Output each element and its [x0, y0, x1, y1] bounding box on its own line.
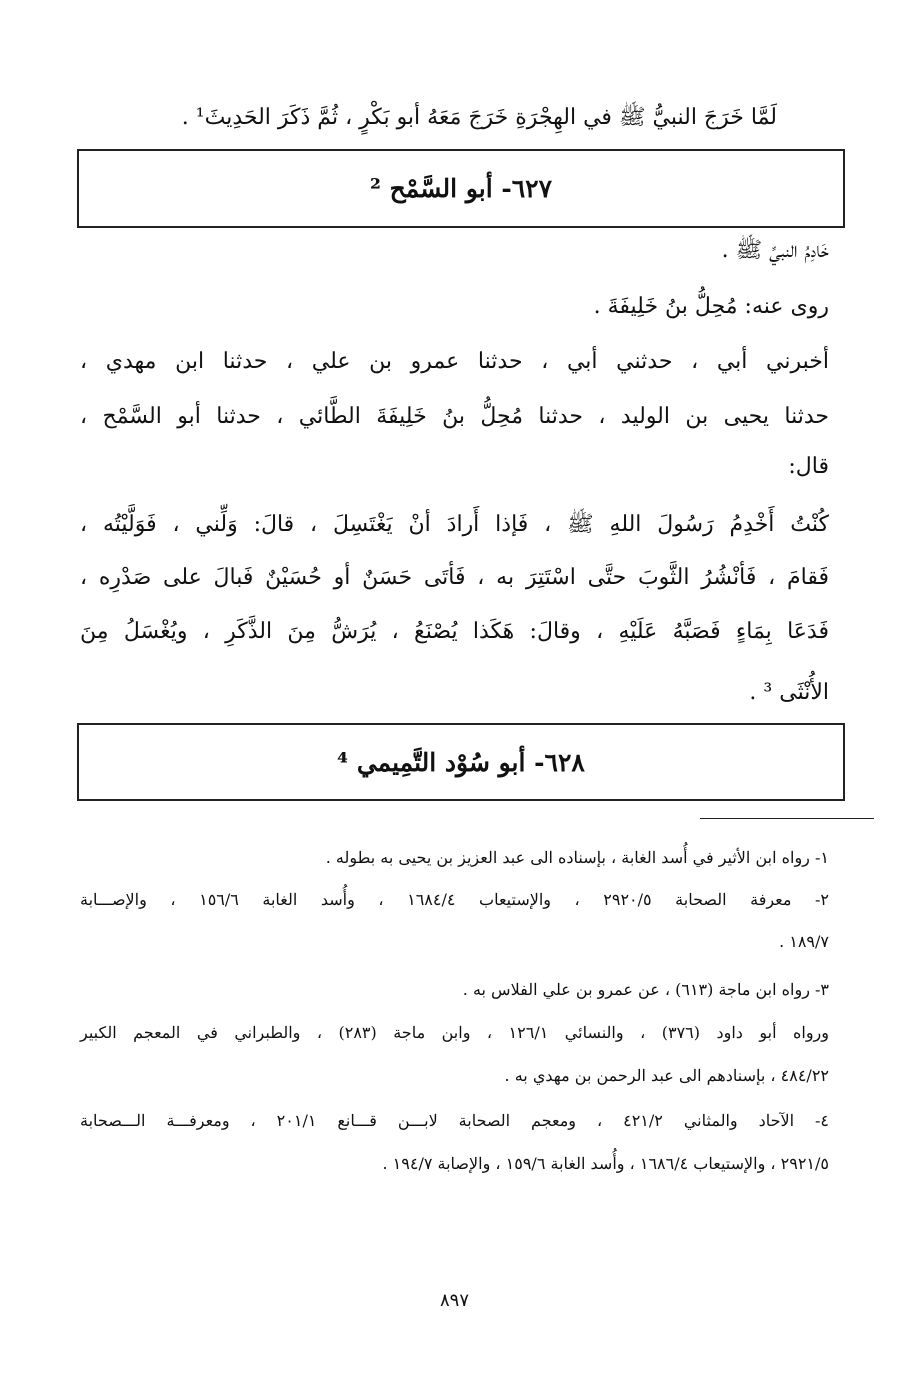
heading-627: ٦٢٧- أبو السَّمْح ² — [370, 174, 553, 203]
body-line: أخبرني أبي ، حدثني أبي ، حدثنا عمرو بن علي ، حدثنا ابن مهدي ، — [80, 349, 829, 374]
footnote-separator — [700, 818, 874, 819]
body-line: فَقامَ ، فَأنْشُرُ الثَّوبَ حتَّى اسْتَتِرَ به ، فَأتَى حَسَنٌ أو حُسَيْنٌ فَبالَ على صَدْرِه ، — [80, 565, 829, 590]
body-line: حدثنا يحيى بن الوليد ، حدثنا مُحِلُّ بنُ خَلِيفَةَ الطَّائي ، حدثنا أبو السَّمْح ، — [80, 404, 829, 429]
body-line: كُنْتُ أَخْدِمُ رَسُولَ اللهِ ﷺ ، فَإذا أَرادَ أنْ يَغْتَسِلَ ، قالَ: وَلِّني ، فَوَلَّيْتُه ، — [80, 512, 829, 537]
footnote-line: ٢٩٢١/٥ ، والإستيعاب ١٦٨٦/٤ ، وأُسد الغابة ١٥٩/٦ ، والإصابة ١٩٤/٧ . — [382, 1154, 829, 1173]
heading-box-628 — [77, 723, 845, 801]
page-number: ٨٩٧ — [439, 1290, 469, 1311]
footnote-line: ١- رواه ابن الأثير في أُسد الغابة ، بإسناده الى عبد العزيز بن يحيى به بطوله . — [325, 848, 829, 867]
footnote-line: ٤- الآحاد والمثاني ٤٢١/٢ ، ومعجم الصحابة لابـــن قـــانع ٢٠١/١ ، ومعرفـــة الـــصحابة — [80, 1111, 829, 1130]
body-line: خَادِمُ النبيِّ ﷺ . — [721, 238, 829, 263]
footnote-line: ٣- رواه ابن ماجة (٦١٣) ، عن عمرو بن علي الفلاس به . — [462, 980, 829, 999]
heading-box-627 — [77, 149, 845, 228]
footnote-line: ٢- معرفة الصحابة ٢٩٢٠/٥ ، والإستيعاب ١٦٨٤/٤ ، وأُسد الغابة ١٥٦/٦ ، والإصـــابة — [80, 890, 830, 909]
body-line: قال: — [788, 454, 829, 479]
top-text-line: لَمَّا خَرَجَ النبيُّ ﷺ في الهِجْرَةِ خَرَجَ مَعَهُ أبو بَكْرٍ ، ثُمَّ ذَكَرَ الحَدِيثَ¹ . — [181, 105, 777, 130]
footnote-line: ورواه أبو داود (٣٧٦) ، والنسائي ١٢٦/١ ، وابن ماجة (٢٨٣) ، والطبراني في المعجم الكبير — [80, 1023, 830, 1042]
body-line: الأُنْثَى ³ . — [749, 680, 829, 705]
heading-628: ٦٢٨- أبو سُوْد التَّمِيمي ⁴ — [337, 747, 585, 777]
body-line: روى عنه: مُحِلُّ بنُ خَلِيفَةَ . — [593, 294, 829, 319]
body-line: فَدَعَا بِمَاءٍ فَصَبَّهُ عَلَيْهِ ، وقالَ: هَكَذا يُصْنَعُ ، يُرَشُّ مِنَ الذَّكَرِ ، ويُغْسَلُ مِنَ — [80, 619, 829, 644]
footnote-line: ٤٨٤/٢٢ ، بإسنادهم الى عبد الرحمن بن مهدي به . — [504, 1066, 829, 1085]
footnote-line: ١٨٩/٧ . — [779, 932, 829, 951]
